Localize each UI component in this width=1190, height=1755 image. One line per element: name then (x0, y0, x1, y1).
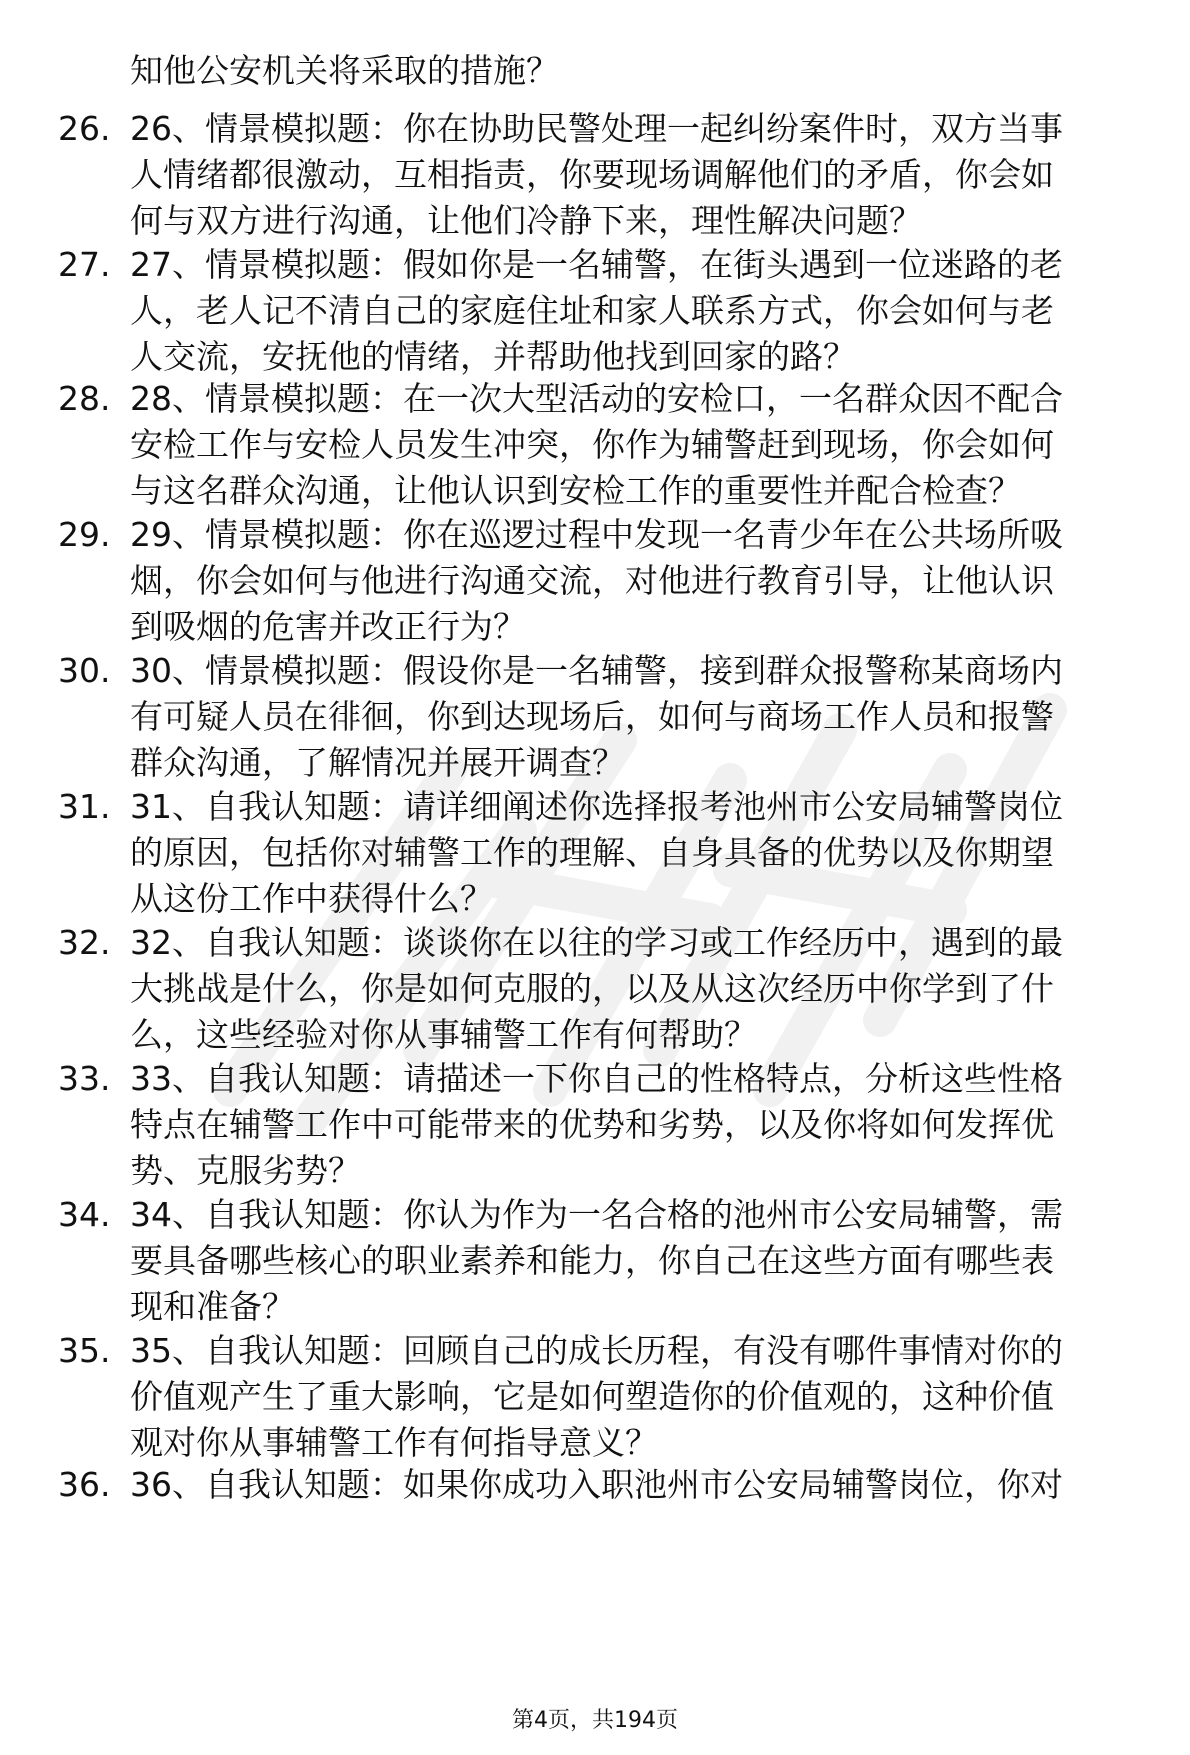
question-item (0, 376, 1190, 514)
question-line: 要具备哪些核心的职业素养和能力，你自己在这些方面有哪些表 (130, 1241, 1054, 1280)
question-line: 人情绪都很激动，互相指责，你要现场调解他们的矛盾，你会如 (130, 155, 1054, 194)
question-line: 观对你从事辅警工作有何指导意义？ (130, 1423, 658, 1462)
question-line: 30、情景模拟题：假设你是一名辅警，接到群众报警称某商场内 (130, 651, 1063, 690)
question-number: 33. (58, 1059, 111, 1098)
question-line: 现和准备？ (130, 1287, 295, 1326)
question-line: 34、自我认知题：你认为作为一名合格的池州市公安局辅警，需 (130, 1195, 1063, 1234)
question-item (0, 784, 1190, 922)
question-text (130, 242, 1150, 380)
question-number: 32. (58, 923, 111, 962)
question-number: 34. (58, 1195, 111, 1234)
question-line: 价值观产生了重大影响，它是如何塑造你的价值观的，这种价值 (130, 1377, 1054, 1416)
question-line: 么，这些经验对你从事辅警工作有何帮助？ (130, 1015, 757, 1054)
question-line: 32、自我认知题：谈谈你在以往的学习或工作经历中，遇到的最 (130, 923, 1063, 962)
question-number: 27. (58, 245, 111, 284)
question-item (0, 648, 1190, 786)
question-line: 33、自我认知题：请描述一下你自己的性格特点，分析这些性格 (130, 1059, 1063, 1098)
question-number: 26. (58, 109, 111, 148)
question-line: 大挑战是什么，你是如何克服的，以及从这次经历中你学到了什 (130, 969, 1054, 1008)
question-line: 安检工作与安检人员发生冲突，你作为辅警赶到现场，你会如何 (130, 425, 1054, 464)
question-text (130, 920, 1150, 1058)
question-line: 36、自我认知题：如果你成功入职池州市公安局辅警岗位，你对 (130, 1465, 1063, 1504)
question-item (0, 1192, 1190, 1330)
question-line: 何与双方进行沟通，让他们冷静下来，理性解决问题？ (130, 201, 922, 240)
question-line: 26、情景模拟题：你在协助民警处理一起纠纷案件时，双方当事 (130, 109, 1063, 148)
question-number: 29. (58, 515, 111, 554)
question-text (130, 1056, 1150, 1194)
question-text (130, 1192, 1150, 1330)
question-item (0, 1328, 1190, 1466)
page-number-footer: 第4页，共194页 (512, 1708, 678, 1733)
question-line: 31、自我认知题：请详细阐述你选择报考池州市公安局辅警岗位 (130, 787, 1063, 826)
question-line: 28、情景模拟题：在一次大型活动的安检口，一名群众因不配合 (130, 379, 1063, 418)
question-text (130, 106, 1150, 244)
question-line: 势、克服劣势？ (130, 1151, 361, 1190)
question-line: 与这名群众沟通，让他认识到安检工作的重要性并配合检查？ (130, 471, 1021, 510)
question-text (130, 1462, 1150, 1508)
question-line: 烟，你会如何与他进行沟通交流，对他进行教育引导，让他认识 (130, 561, 1054, 600)
question-line: 35、自我认知题：回顾自己的成长历程，有没有哪件事情对你的 (130, 1331, 1063, 1370)
question-line: 人，老人记不清自己的家庭住址和家人联系方式，你会如何与老 (130, 291, 1054, 330)
question-line: 人交流，安抚他的情绪，并帮助他找到回家的路？ (130, 337, 856, 376)
question-number: 31. (58, 787, 111, 826)
question-text (130, 648, 1150, 786)
question-item (0, 920, 1190, 1058)
question-line: 有可疑人员在徘徊，你到达现场后，如何与商场工作人员和报警 (130, 697, 1054, 736)
question-item (0, 512, 1190, 650)
question-text (130, 512, 1150, 650)
question-line: 从这份工作中获得什么？ (130, 879, 493, 918)
question-number: 28. (58, 379, 111, 418)
carry-over-line: 知他公安机关将采取的措施？ (130, 51, 559, 90)
question-number: 30. (58, 651, 111, 690)
question-item (0, 1462, 1190, 1508)
question-line: 27、情景模拟题：假如你是一名辅警，在街头遇到一位迷路的老 (130, 245, 1063, 284)
question-item (0, 242, 1190, 380)
question-line: 特点在辅警工作中可能带来的优势和劣势，以及你将如何发挥优 (130, 1105, 1054, 1144)
question-item (0, 106, 1190, 244)
question-line: 群众沟通，了解情况并展开调查？ (130, 743, 625, 782)
question-text (130, 1328, 1150, 1466)
question-item (0, 1056, 1190, 1194)
question-line: 到吸烟的危害并改正行为？ (130, 607, 526, 646)
question-line: 29、情景模拟题：你在巡逻过程中发现一名青少年在公共场所吸 (130, 515, 1063, 554)
question-number: 35. (58, 1331, 111, 1370)
question-line: 的原因，包括你对辅警工作的理解、自身具备的优势以及你期望 (130, 833, 1054, 872)
question-number: 36. (58, 1465, 111, 1504)
question-text (130, 376, 1150, 514)
question-text (130, 784, 1150, 922)
